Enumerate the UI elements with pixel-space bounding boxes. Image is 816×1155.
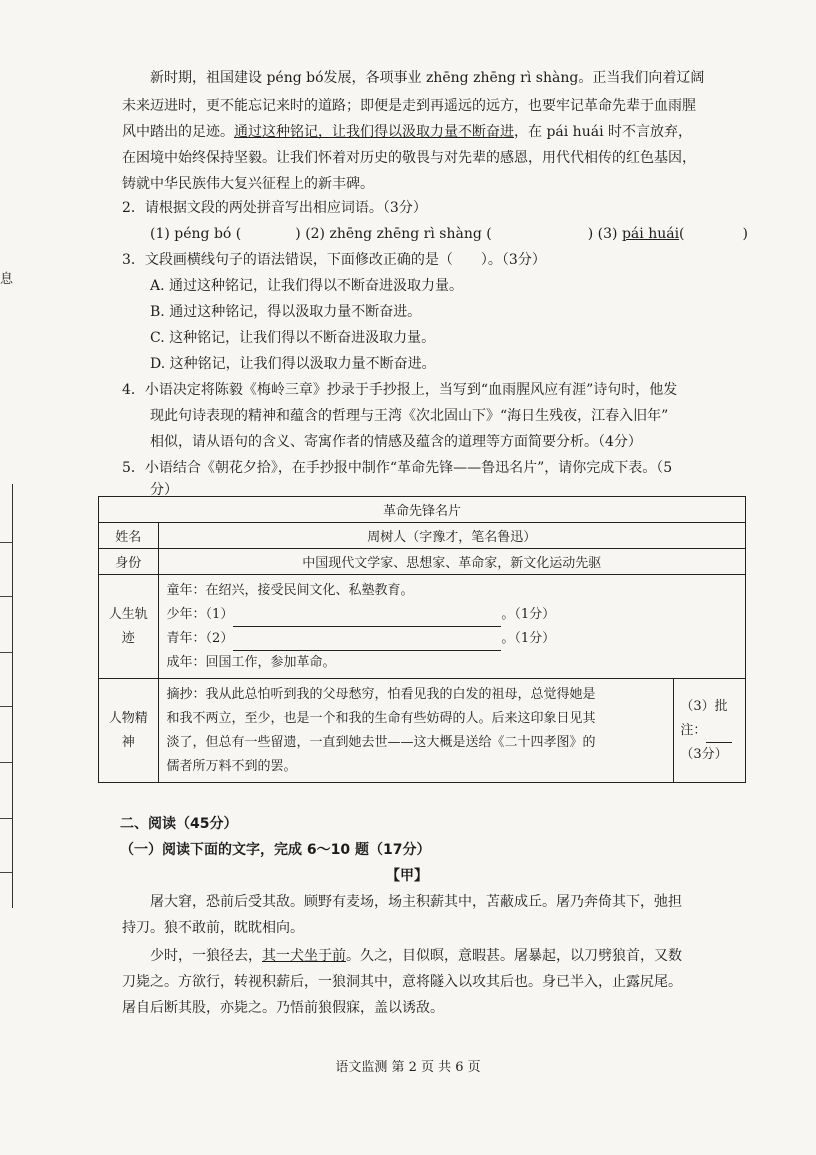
mature-line: 成年：回国工作，参加革命。 [166, 654, 336, 670]
youth-line: 少年：（1） 。（1分） [159, 603, 745, 627]
option-b[interactable]: B. 通过这种铭记，得以汲取力量不断奋进。 [150, 304, 422, 320]
reading-line: 屠自后断其股，亦毙之。乃悟前狼假寐，盖以诱敌。 [122, 1000, 444, 1016]
question-2-stem: 2．请根据文段的两处拼音写出相应词语。（3分） [122, 200, 427, 216]
annotation-blank-line[interactable]: 注： [674, 719, 745, 743]
identity-value: 中国现代文学家、思想家、革命家，新文化运动先驱 [158, 549, 745, 575]
name-value: 周树人（字豫才，笔名鲁迅） [158, 523, 745, 549]
life-label: 人生轨 迹 [99, 575, 159, 679]
question-5-line: 5．小语结合《朝花夕拾》，在手抄报中制作“革命先锋——鲁迅名片”，请你完成下表。（5 [122, 460, 673, 476]
excerpt-line: 儒者所万料不到的罢。 [166, 758, 297, 774]
option-a[interactable]: A. 通过这种铭记，让我们得以不断奋进汲取力量。 [150, 278, 464, 294]
adult-answer-blank[interactable] [233, 634, 501, 651]
card-title: 革命先锋名片 [99, 497, 746, 523]
annotation-cell [674, 679, 746, 783]
passage-line: 未来迈进时，更不能忘记来时的道路；即便是走到再遥远的远方，也要牢记革命先辈于血雨腥 [122, 98, 696, 114]
page-footer: 语文监测 第 2 页 共 6 页 [335, 1060, 481, 1075]
margin-mark: 息 [0, 272, 14, 287]
question-4-line: 4．小语决定将陈毅《梅岭三章》抄录于手抄报上，当写到“血雨腥风应有涯”诗句时，他发 [122, 382, 678, 398]
question-2-answers: (1) péng bó ( ) (2) zhēng zhēng rì shàng ( ) (3) pái huái( ) [150, 226, 748, 242]
life-track-cell [158, 575, 745, 679]
question-4-line: 相似，请从语句的含义、寄寓作者的情感及蕴含的道理等方面简要分析。（4分） [150, 434, 642, 450]
text-jia-label: 【甲】 [386, 868, 428, 884]
underlined-sentence: 通过这种铭记，让我们得以汲取力量不断奋进 [234, 124, 514, 140]
reading-line: 刀毙之。方欲行，转视积薪后，一狼洞其中，意将隧入以攻其后也。身已半入，止露尻尾。 [122, 974, 682, 990]
reading-line: 屠大窘，恐前后受其敌。顾野有麦场，场主积薪其中，苫蔽成丘。屠乃奔倚其下，弛担 [150, 894, 682, 910]
excerpt-cell [158, 679, 674, 783]
underlined-phrase: 其一犬坐于前 [262, 948, 346, 964]
section-heading: 二、阅读（45分） [120, 816, 238, 832]
pioneer-card-table [98, 496, 746, 783]
option-d[interactable]: D. 这种铭记，让我们得以汲取力量不断奋进。 [150, 356, 436, 372]
identity-label: 身份 [99, 549, 159, 575]
question-3-stem: 3．文段画横线句子的语法错误，下面修改正确的是（ ）。（3分） [122, 252, 546, 268]
childhood-line: 童年：在绍兴，接受民间文化、私塾教育。 [166, 582, 414, 598]
reading-line: 少时，一狼径去，其一犬坐于前。久之，目似暝，意暇甚。屠暴起，以刀劈狼首，又数 [150, 948, 682, 964]
name-label: 姓名 [99, 523, 159, 549]
spirit-label: 人物精 神 [99, 679, 159, 783]
annotation-label: （3）批 [680, 698, 728, 714]
passage-line: 在困境中始终保持坚毅。让我们怀着对历史的敬畏与对先辈的感恩，用代代相传的红色基因， [122, 150, 696, 166]
reading-line: 持刀。狼不敢前，眈眈相向。 [122, 920, 304, 936]
adult-line: 青年：（2） 。（1分） [159, 627, 745, 651]
youth-answer-blank[interactable] [233, 610, 501, 627]
excerpt-line: 和我不两立，至少，也是一个和我的生命有些妨碍的人。后来这印象日见其 [166, 710, 596, 726]
question-5-line: 分） [150, 482, 178, 498]
question-4-line: 现此句诗表现的精神和蕴含的哲理与王湾《次北固山下》“海日生残夜，江春入旧年” [150, 408, 669, 424]
option-c[interactable]: C. 这种铭记，让我们得以不断奋进汲取力量。 [150, 330, 436, 346]
excerpt-line: 摘抄：我从此总怕听到我的父母愁穷，怕看见我的白发的祖母，总觉得她是 [166, 686, 596, 702]
passage-line: 铸就中华民族伟大复兴征程上的新丰碑。 [122, 176, 374, 192]
annotation-score: （3分） [680, 746, 728, 762]
passage-line: 新时期，祖国建设 péng bó发展，各项事业 zhēng zhēng rì shàng。正当我们向着辽阔 [150, 70, 705, 86]
passage-line: 风中踏出的足迹。通过这种铭记，让我们得以汲取力量不断奋进，在 pái huái 时不言放弃， [122, 124, 692, 140]
excerpt-line: 淡了，但总有一些留遗，一直到她去世——这大概是送给《二十四孝图》的 [166, 734, 596, 750]
subsection-heading: （一）阅读下面的文字，完成 6～10 题（17分） [120, 842, 431, 858]
binding-margin-lines [0, 484, 13, 908]
